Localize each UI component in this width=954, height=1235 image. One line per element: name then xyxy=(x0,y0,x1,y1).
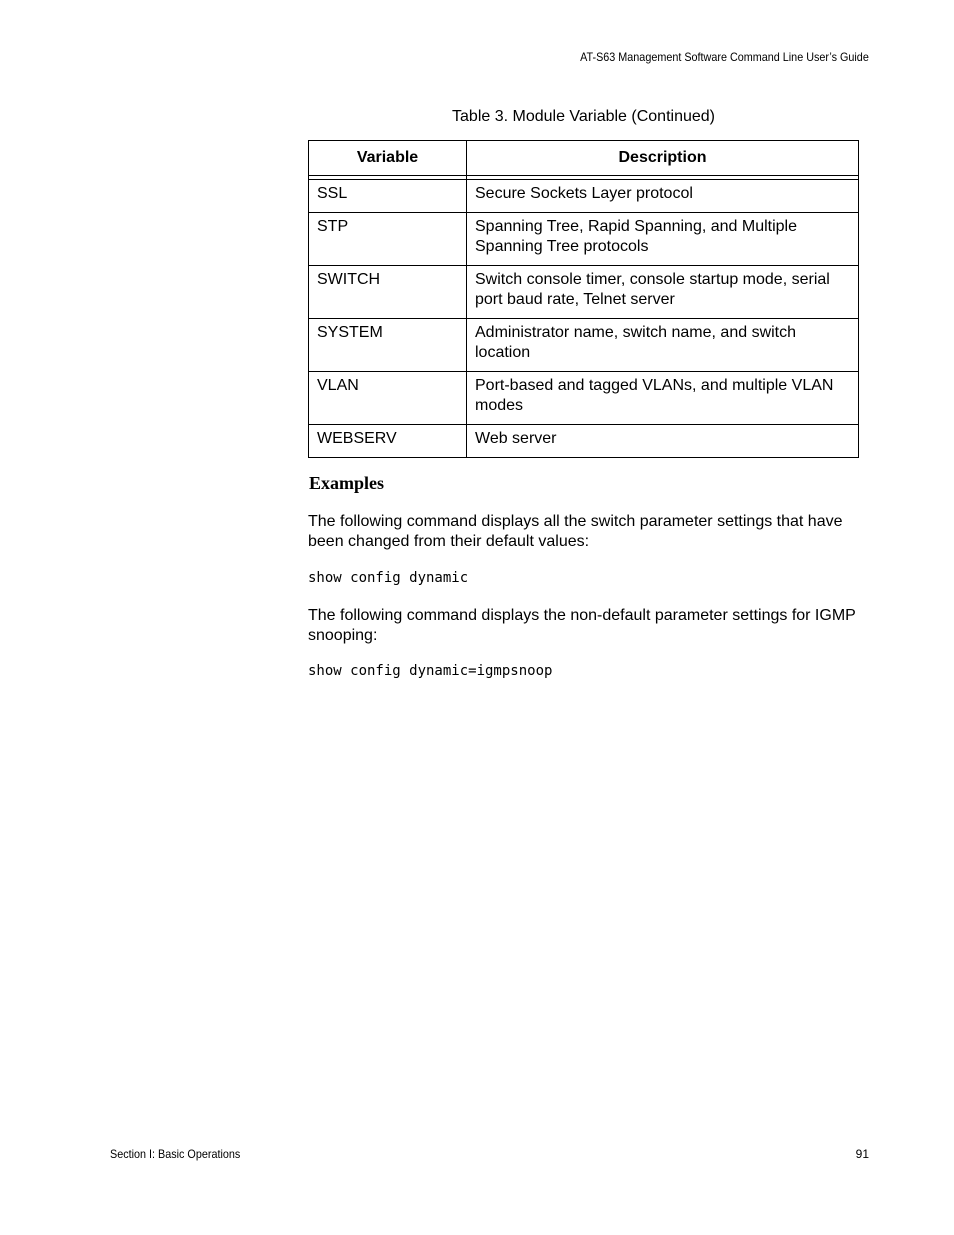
table-caption: Table 3. Module Variable (Continued) xyxy=(452,108,715,125)
variable-cell: SSL xyxy=(309,180,467,213)
table-row xyxy=(309,180,859,213)
variable-cell: WEBSERV xyxy=(309,425,467,458)
table-row xyxy=(309,372,859,425)
running-header: AT-S63 Management Software Command Line User’s Guide xyxy=(580,50,869,64)
variable-cell: SYSTEM xyxy=(309,319,467,372)
table-row xyxy=(309,425,859,458)
description-cell: Administrator name, switch name, and switch location xyxy=(467,319,859,372)
table-row xyxy=(309,319,859,372)
description-cell: Port-based and tagged VLANs, and multiple VLAN modes xyxy=(467,372,859,425)
variable-cell: VLAN xyxy=(309,372,467,425)
examples-heading: Examples xyxy=(309,473,385,493)
column-header-description: Description xyxy=(467,141,859,176)
description-cell: Secure Sockets Layer protocol xyxy=(467,180,859,213)
description-cell: Web server xyxy=(467,425,859,458)
example-2-text: The following command displays the non-default parameter settings for IGMP snooping: xyxy=(308,607,856,644)
variable-cell: STP xyxy=(309,213,467,266)
module-variable-table xyxy=(308,140,859,458)
footer-section: Section I: Basic Operations xyxy=(110,1147,241,1161)
example-1-command: show config dynamic xyxy=(308,570,469,586)
variable-cell: SWITCH xyxy=(309,266,467,319)
column-header-variable: Variable xyxy=(309,141,467,176)
table-header-row xyxy=(309,141,859,176)
description-cell: Spanning Tree, Rapid Spanning, and Multiple Spanning Tree protocols xyxy=(467,213,859,266)
page-number: 91 xyxy=(855,1147,869,1161)
table-row xyxy=(309,213,859,266)
example-1-text: The following command displays all the switch parameter settings that have been changed from their default values: xyxy=(308,513,843,550)
description-cell: Switch console timer, console startup mode, serial port baud rate, Telnet server xyxy=(467,266,859,319)
example-2-command: show config dynamic=igmpsnoop xyxy=(308,663,553,679)
table-row xyxy=(309,266,859,319)
